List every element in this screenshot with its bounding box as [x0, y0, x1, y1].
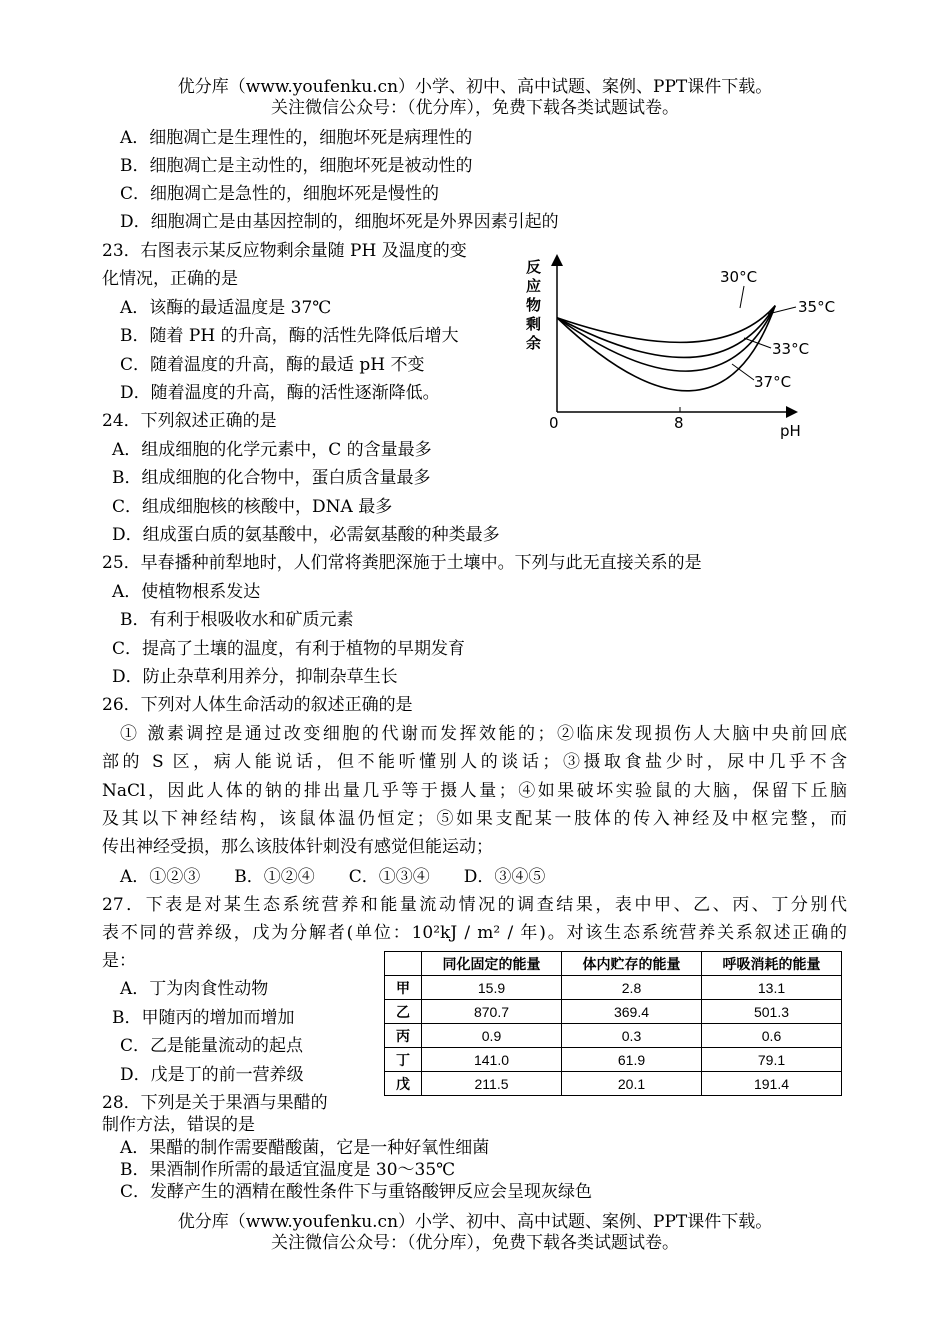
chart-origin-label: 0 — [549, 414, 559, 432]
q28-option-a: A．果醋的制作需要醋酸菌，它是一种好氧性细菌 — [120, 1138, 490, 1158]
chart-ylabel-char: 物 — [526, 296, 542, 314]
q26-stem: 26．下列对人体生命活动的叙述正确的是 — [102, 695, 413, 715]
q27-option-a: A．丁为肉食性动物 — [120, 979, 269, 999]
table-header-cell: 体内贮存的能量 — [562, 952, 702, 976]
table-cell: 369.4 — [562, 1000, 702, 1024]
table-row-label: 戊 — [385, 1072, 422, 1096]
chart-ylabel-char: 余 — [526, 334, 542, 352]
chart-xlabel: pH — [780, 422, 801, 440]
table-cell: 13.1 — [702, 976, 842, 1000]
q27-stem-1: 27．下表是对某生态系统营养和能量流动情况的调查结果，表中甲、乙、丙、丁分别代 — [102, 895, 847, 915]
chart-ylabel-char: 剩 — [526, 315, 542, 333]
chart-series-label: 37°C — [754, 373, 792, 391]
q25-option-b: B．有利于根吸收水和矿质元素 — [120, 610, 354, 630]
table-cell: 79.1 — [702, 1048, 842, 1072]
header-line-1: 优分库（www.youfenku.cn）小学、初中、高中试题、案例、PPT课件下载。 — [177, 77, 773, 97]
q24-option-b: B．组成细胞的化合物中，蛋白质含量最多 — [112, 468, 431, 488]
q23-option-c: C．随着温度的升高，酶的最适 pH 不变 — [120, 355, 425, 375]
table-row — [385, 1024, 842, 1048]
q26-body-line-4: 及其以下神经结构，该鼠体温仍恒定；⑤如果支配某一肢体的传入神经及中枢完整，而 — [102, 809, 847, 829]
chart-series-label: 33°C — [772, 340, 810, 358]
q24-stem: 24．下列叙述正确的是 — [102, 411, 277, 431]
energy-flow-table — [384, 951, 842, 1096]
q25-stem: 25．早春播种前犁地时，人们常将粪肥深施于土壤中。下列与此无直接关系的是 — [102, 553, 702, 573]
q28-stem-2: 制作方法，错误的是 — [102, 1115, 255, 1135]
table-cell: 2.8 — [562, 976, 702, 1000]
chart-series-line — [557, 306, 775, 343]
q27-option-c: C．乙是能量流动的起点 — [120, 1036, 304, 1056]
table-row — [385, 1000, 842, 1024]
table-header-cell: 同化固定的能量 — [422, 952, 562, 976]
q27-stem-3: 是： — [102, 951, 136, 971]
table-row-label: 甲 — [385, 976, 422, 1000]
chart-series-line — [557, 306, 775, 391]
chart-series-leader — [740, 286, 744, 308]
table-cell: 191.4 — [702, 1072, 842, 1096]
table-cell: 15.9 — [422, 976, 562, 1000]
table-row-label: 丙 — [385, 1024, 422, 1048]
table-cell: 20.1 — [562, 1072, 702, 1096]
table-header-row — [385, 952, 842, 976]
q26-body-line-3: NaCl，因此人体的钠的排出量几乎等于摄人量；④如果破坏实验鼠的大脑，保留下丘脑 — [102, 781, 847, 801]
q22-option-c: C．细胞凋亡是急性的，细胞坏死是慢性的 — [120, 184, 440, 204]
chart-ylabel-char: 反 — [526, 258, 542, 276]
q25-option-a: A．使植物根系发达 — [112, 582, 261, 602]
chart-x-tick-label: 8 — [674, 414, 684, 432]
chart-ylabel-char: 应 — [526, 277, 542, 295]
q26-body-line-5: 传出神经受损，那么该肢体针刺没有感觉但能运动； — [102, 837, 493, 857]
q23-stem-2: 化情况，正确的是 — [102, 269, 238, 289]
table-row — [385, 976, 842, 1000]
chart-series-label: 30°C — [720, 268, 758, 286]
chart-ylabel — [526, 258, 541, 352]
q25-option-d: D．防止杂草利用养分，抑制杂草生长 — [112, 667, 398, 687]
chart-series-line — [557, 306, 775, 372]
q27-stem-2: 表不同的营养级，戊为分解者(单位：10²kJ / m² / 年)。对该生态系统营养关系叙述正确的 — [102, 923, 847, 943]
table-cell: 211.5 — [422, 1072, 562, 1096]
q27-option-d: D．戊是丁的前一营养级 — [120, 1065, 304, 1085]
q23-stem-1: 23．右图表示某反应物剩余量随 PH 及温度的变 — [102, 241, 467, 261]
table-corner-cell — [385, 952, 422, 976]
q22-option-d: D．细胞凋亡是由基因控制的，细胞坏死是外界因素引起的 — [120, 212, 559, 232]
table-cell: 141.0 — [422, 1048, 562, 1072]
enzyme-activity-chart — [522, 252, 836, 442]
q26-options: A．①②③ B．①②④ C．①③④ D．③④⑤ — [120, 867, 546, 887]
q24-option-c: C．组成细胞核的核酸中，DNA 最多 — [112, 497, 393, 517]
table-row — [385, 1048, 842, 1072]
header-line-2: 关注微信公众号：（优分库），免费下载各类试题试卷。 — [271, 98, 679, 118]
table-cell: 0.6 — [702, 1024, 842, 1048]
table-row-label: 丁 — [385, 1048, 422, 1072]
q23-option-d: D．随着温度的升高，酶的活性逐渐降低。 — [120, 383, 440, 403]
q26-body-line-1: ① 激素调控是通过改变细胞的代谢而发挥效能的；②临床发现损伤人大脑中央前回底 — [120, 724, 847, 744]
q28-option-c: C．发酵产生的酒精在酸性条件下与重铬酸钾反应会呈现灰绿色 — [120, 1182, 593, 1202]
q22-option-b: B．细胞凋亡是主动性的，细胞坏死是被动性的 — [120, 156, 473, 176]
table-cell: 0.3 — [562, 1024, 702, 1048]
table-cell: 501.3 — [702, 1000, 842, 1024]
footer-line-2: 关注微信公众号：（优分库），免费下载各类试题试卷。 — [271, 1233, 679, 1253]
q24-option-a: A．组成细胞的化学元素中，C 的含量最多 — [112, 440, 432, 460]
footer-line-1: 优分库（www.youfenku.cn）小学、初中、高中试题、案例、PPT课件下载。 — [177, 1212, 773, 1232]
table-cell: 870.7 — [422, 1000, 562, 1024]
table-cell: 0.9 — [422, 1024, 562, 1048]
q22-option-a: A．细胞凋亡是生理性的，细胞坏死是病理性的 — [120, 128, 473, 148]
chart-series-label: 35°C — [798, 298, 836, 316]
table-row-label: 乙 — [385, 1000, 422, 1024]
q26-body-line-2: 部的 S 区，病人能说话，但不能听懂别人的谈话；③摄取食盐少时，尿中几乎不含 — [102, 752, 847, 772]
table-header-cell: 呼吸消耗的能量 — [702, 952, 842, 976]
q25-option-c: C．提高了土壤的温度，有利于植物的早期发育 — [112, 639, 466, 659]
q28-option-b: B．果酒制作所需的最适宜温度是 30～35℃ — [120, 1160, 456, 1180]
table-row — [385, 1072, 842, 1096]
q24-option-d: D．组成蛋白质的氨基酸中，必需氨基酸的种类最多 — [112, 525, 500, 545]
q23-option-a: A．该酶的最适温度是 37℃ — [120, 298, 332, 318]
q27-option-b: B．甲随丙的增加而增加 — [112, 1008, 295, 1028]
q23-option-b: B．随着 PH 的升高，酶的活性先降低后增大 — [120, 326, 459, 346]
table-cell: 61.9 — [562, 1048, 702, 1072]
q28-stem-1: 28．下列是关于果酒与果醋的 — [102, 1093, 328, 1113]
